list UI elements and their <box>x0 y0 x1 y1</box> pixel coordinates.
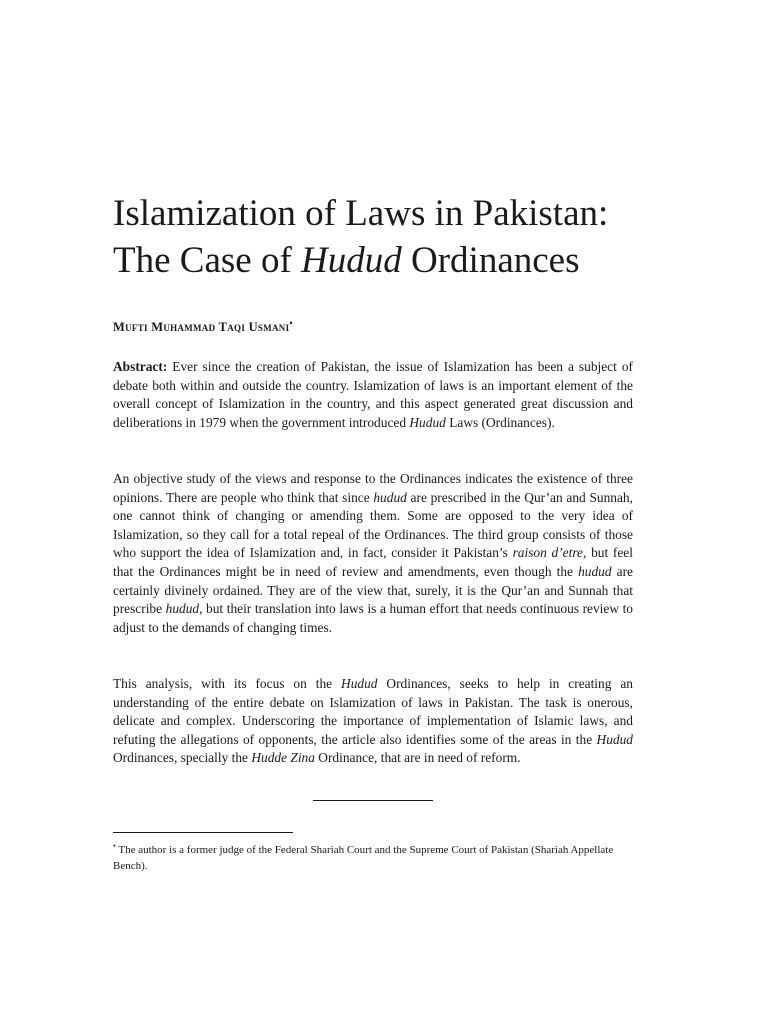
p3-italic-1: Hudud <box>341 676 378 691</box>
paragraph-opinions <box>113 470 633 637</box>
author-footnote <box>113 842 633 874</box>
abstract-label: Abstract: <box>113 359 168 374</box>
paragraph-analysis <box>113 675 633 768</box>
p3-text-4: Ordinance, that are in need of reform. <box>314 750 521 766</box>
p3-text-1: This analysis, with its focus on the <box>113 676 342 691</box>
p2-text-2: are prescribed in the Qur’an and Sunnah, one cannot think of changing or amending them. Some are opposed to the very idea of Islamization, so they call for a total repeal of the Ordinances. The third group consists of those who support the idea of Islamization and, in fact, consider it Pakistan’s <box>113 489 633 561</box>
title-line-2 <box>113 237 673 284</box>
title-line-2-prefix: The Case of <box>113 240 302 281</box>
p2-text-1: An objective study of the views and response to the Ordinances indicates the existence of three opinions. There are people who think that since <box>113 471 633 505</box>
p2-italic-3: hudud <box>578 563 612 579</box>
title-line-2-suffix: Ordinances <box>401 240 580 281</box>
footnote-marker: • <box>113 841 116 851</box>
abstract-text-b: Laws (Ordinances). <box>445 414 555 430</box>
author-name: Mufti Muhammad Taqi Usmani <box>113 320 290 334</box>
abstract-text-a: Ever since the creation of Pakistan, the issue of Islamization has been a subject of debate both within and outside the country. Islamization of laws is an important element of the overall concept of Islamization in the country, and this aspect generated great discussion and deliberations in 1979 when the government introduced <box>113 359 633 430</box>
p2-text-3: , but feel that the Ordinances might be in need of review and amendments, even though the <box>113 545 633 579</box>
author-footnote-marker: • <box>289 317 293 328</box>
p2-italic-1: hudud <box>373 489 407 505</box>
p3-italic-2: Hudud <box>596 731 633 747</box>
title-line-1: Islamization of Laws in Pakistan: <box>113 193 609 234</box>
title-italic-term: Hudud <box>301 240 402 281</box>
p3-text-2: Ordinances, seeks to help in creating an understanding of the entire debate on Islamization of laws in Pakistan. The task is onerous, delicate and complex. Underscoring the importance of implementation of Islamic laws, and refuting the allegations of opponents, the article also identifies some of the areas in the <box>113 676 633 747</box>
p2-italic-4: hudud <box>165 601 200 617</box>
section-separator-rule <box>313 800 433 801</box>
p2-text-4: are certainly divinely ordained. They are of the view that, surely, it is the Qur’an and Sunnah that prescribe <box>113 563 633 617</box>
p2-text-5: , but their translation into laws is a human effort that needs continuous review to adjust to the demands of changing times. <box>113 601 633 635</box>
p3-italic-3: Hudde Zina <box>251 750 315 766</box>
footnote-text: The author is a former judge of the Federal Shariah Court and the Supreme Court of Pakistan (Shariah Appellate Bench). <box>113 844 614 872</box>
p3-text-3: Ordinances, specially the <box>113 750 252 766</box>
abstract-paragraph <box>113 358 633 432</box>
abstract-italic-a: Hudud <box>409 414 446 430</box>
author-byline <box>113 317 293 335</box>
article-title <box>113 190 673 284</box>
p2-italic-2: raison d’etre <box>512 545 583 561</box>
footnote-rule <box>113 832 293 833</box>
